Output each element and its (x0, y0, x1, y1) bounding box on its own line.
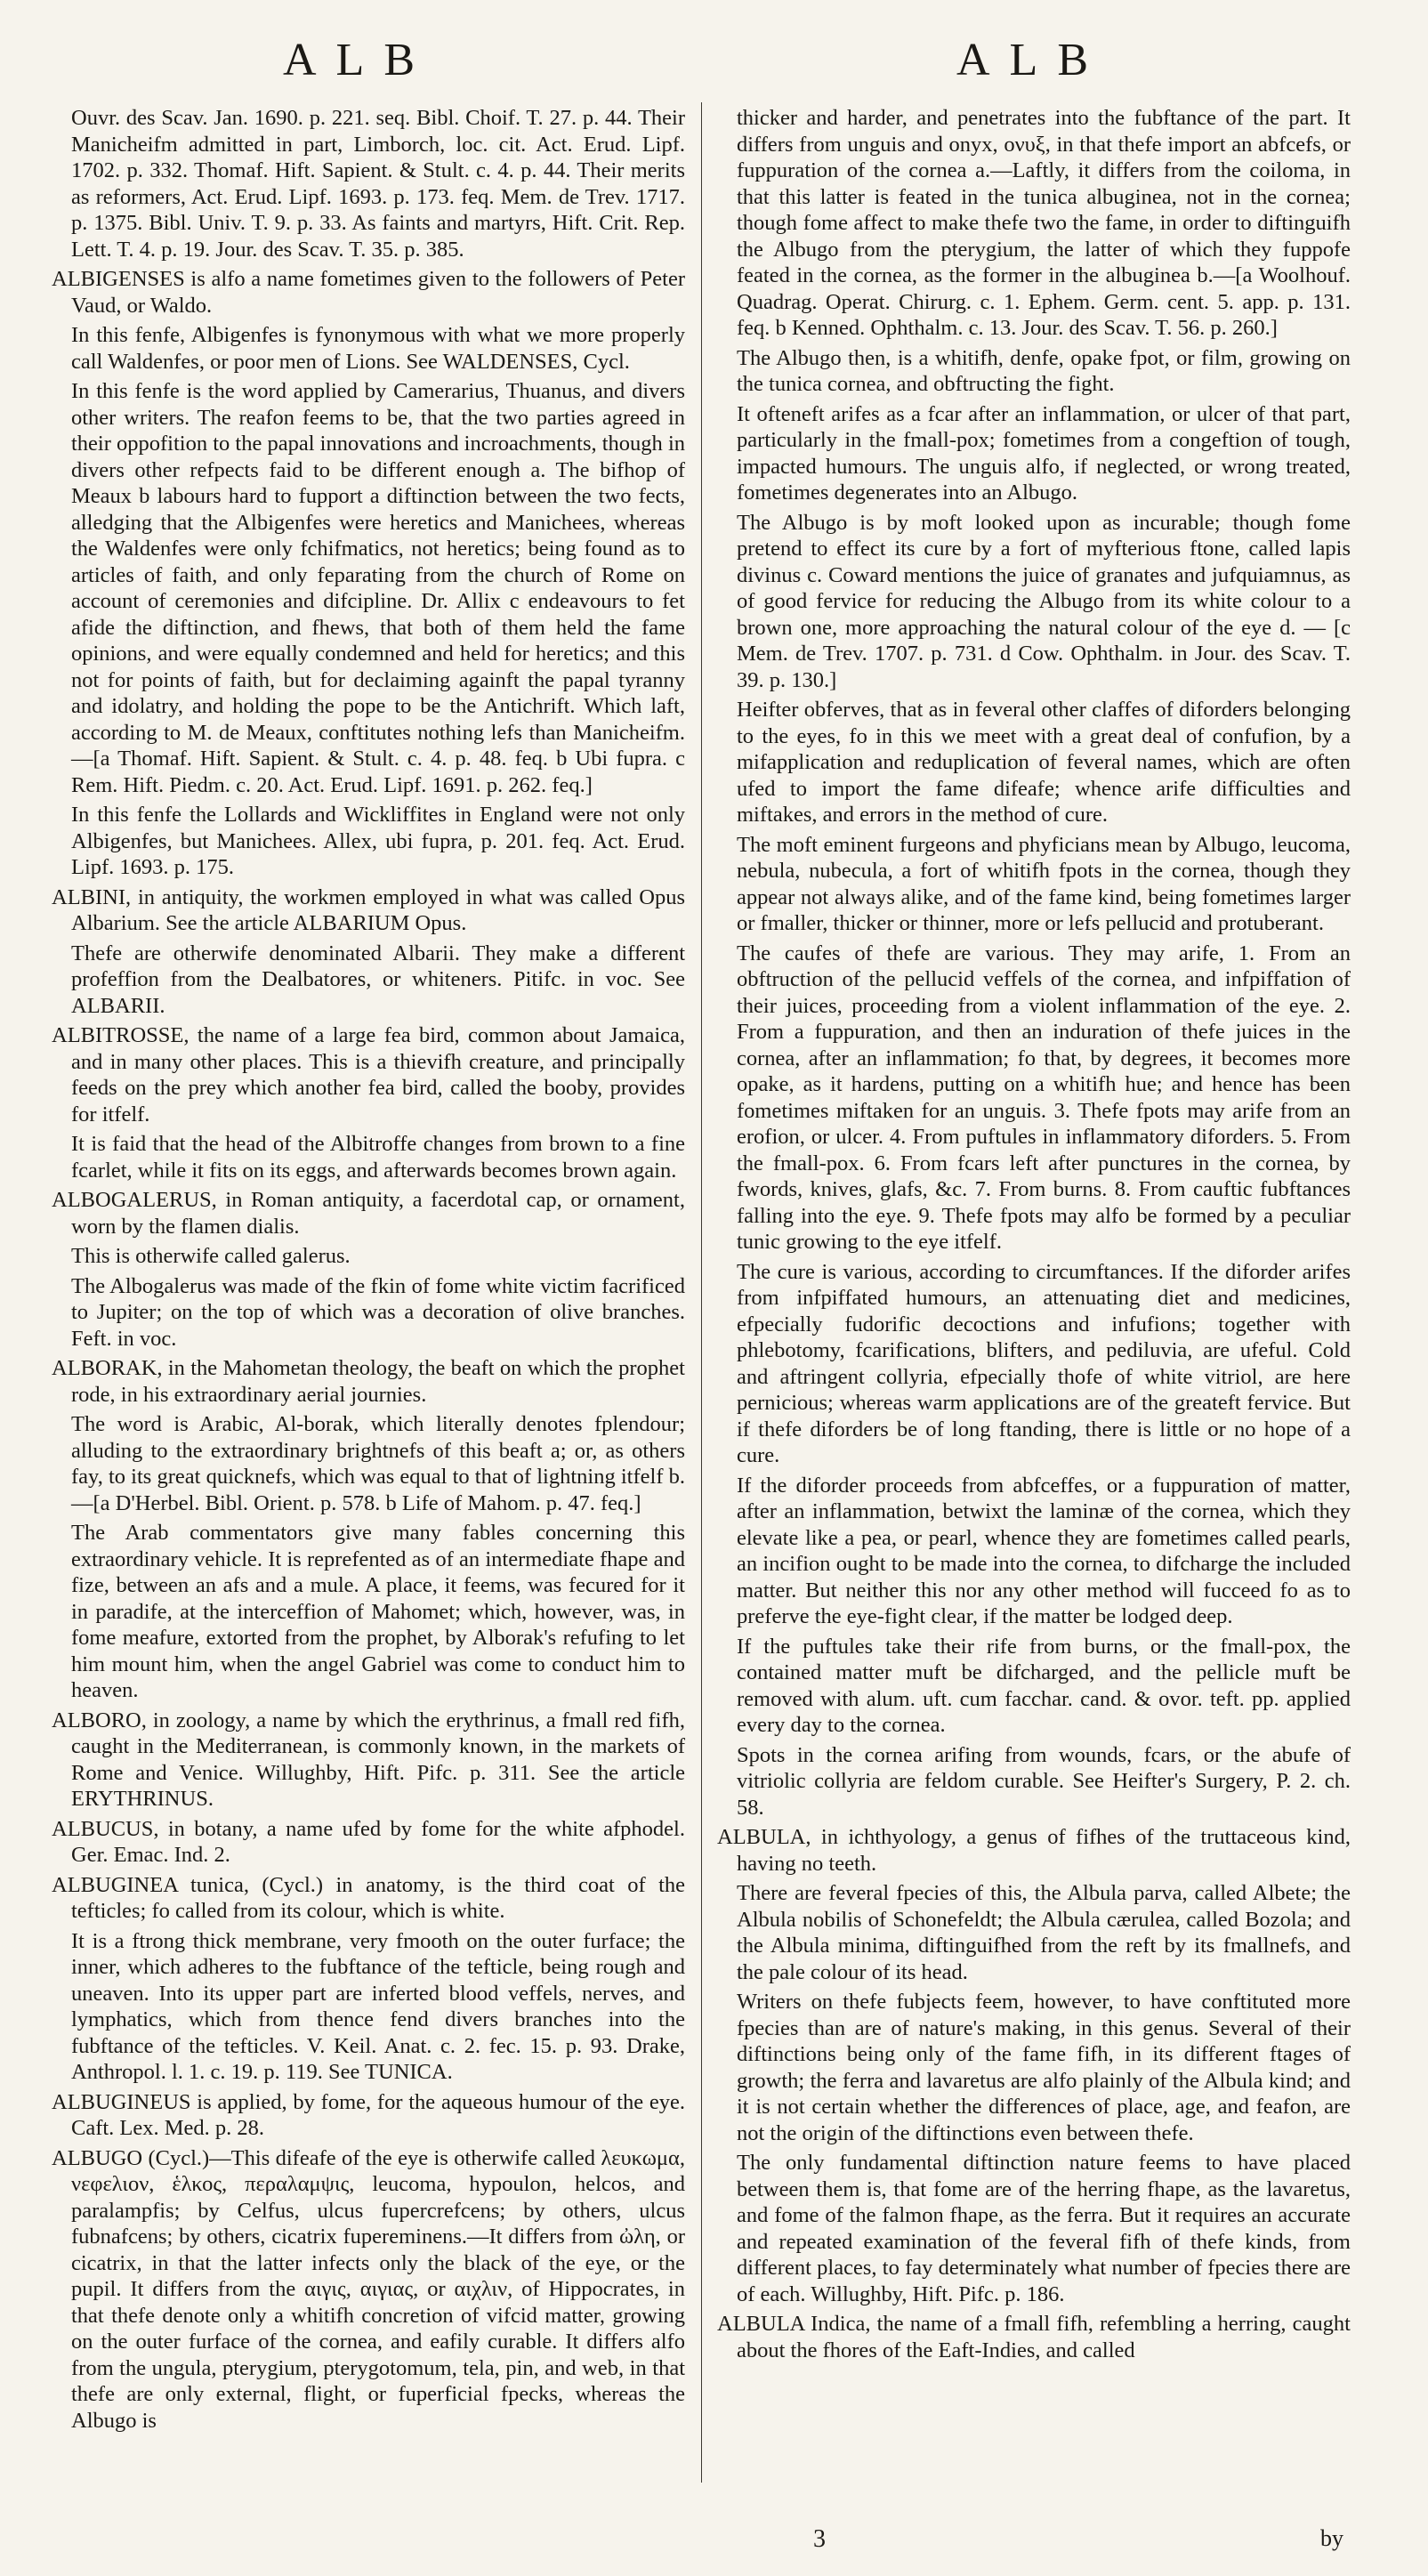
entry-paragraph: ALBOGALERUS, in Roman antiquity, a facerdotal cap, or ornament, worn by the flamen dialis. (52, 1188, 685, 1239)
entry-paragraph: ALBITROSSE, the name of a large fea bird, common about Jamaica, and in many other places. This is a thievifh creature, and principally feeds on the prey which another fea bird, called the booby, provides for itfelf. (52, 1023, 685, 1126)
entry-paragraph: ALBUGO (Cycl.)—This difeafe of the eye is otherwife called λευκωμα, νεφελιον, ἑλκος, περαλαμψις, leucoma, hypoulon, helcos, and paralampfis; by Celfus, ulcus fupercrefcens; by others, ulcus fubnafcens; by others, cicatrix fupereminens.—It differs from ὠλη, or cicatrix, in that the latter infects only the black of the eye, or the pupil. It differs from the αιγις, αιγιας, or αιχλιν, of Hippocrates, in that thefe denote only a whitifh concretion of vifcid matter, growing on the outer furface of the cornea, and eafily curable. It differs alfo from the ungula, pterygium, pterygotomum, tela, pin, and web, in that thefe are only external, flight, or fuperficial fpecks, whereas the Albugo is (52, 2145, 685, 2433)
paragraph: The only fundamental diftinction nature feems to have placed between them is, that fome are of the herring fhape, as the lavaretus, and fome of the falmon fhape, as the ferra. But it requires an accurate and repeated examination of the feveral fifh of thefe kinds, from different places, to fay determinately what number of fpecies there are of each. Willughby, Hift. Pifc. p. 186. (737, 2151, 1351, 2306)
paragraph: In this fenfe the Lollards and Wickliffites in England were not only Albigenfes, but Manichees. Allex, ubi fupra, p. 201. feq. Act. Erud. Lipf. 1693. p. 175. (71, 803, 685, 879)
page-number: 3 (813, 2525, 826, 2553)
entry-paragraph: ALBULA Indica, the name of a fmall fifh, refembling a herring, caught about the fhores of the Eaft-Indies, and called (717, 2312, 1351, 2362)
entry-paragraph: ALBORAK, in the Mahometan theology, the beaft on which the prophet rode, in his extraordinary aerial journies. (52, 1356, 685, 1407)
paragraph: If the puftules take their rife from burns, or the fmall-pox, the contained matter muft be difcharged, and the pellicle muft be removed with alum. uft. cum facchar. cand. & ovor. teft. pp. applied every day to the cornea. (737, 1634, 1351, 1737)
paragraph: In this fenfe is the word applied by Camerarius, Thuanus, and divers other writers. The reafon feems to be, that the two parties agreed in their oppofition to the papal innovations and incroachments, though in divers other refpects faid to be different enough a. The bifhop of Meaux b labours hard to fupport a diftinction between the two fects, alledging that the Albigenfes were heretics and Manichees, whereas the Waldenfes were only fchifmatics, not heretics; being found as to articles of faith, and only feparating from the church of Rome on account of ceremonies and difcipline. Dr. Allix c endeavours to fet afide the diftinction, and fhews, that both of them held the fame opinions, and were equally condemned and held for heretics; and this not for points of faith, but for declaiming againft the papal tyranny and idolatry, and holding the pope to be the Antichrift. Which laft, according to M. de Meaux, conftitutes nothing lefs than Manicheifm. —[a Thomaf. Hift. Sapient. & Stult. c. 4. p. 48. feq. b Ubi fupra. c Rem. Hift. Piedm. c. 20. Act. Erud. Lipf. 1691. p. 262. feq.] (71, 379, 685, 797)
paragraph: There are feveral fpecies of this, the Albula parva, called Albete; the Albula nobilis of Schonefeldt; the Albula cærulea, called Bozola; and the Albula minima, diftinguifhed from the reft by its fmallnefs, and the pale colour of its head. (737, 1881, 1351, 1984)
paragraph: Spots in the cornea arifing from wounds, fcars, or the abufe of vitriolic collyria are feldom curable. See Heifter's Surgery, P. 2. ch. 58. (737, 1742, 1351, 1820)
paragraph: The caufes of thefe are various. They may arife, 1. From an obftruction of the pellucid veffels of the cornea, and infpiffation of their juices, proceeding from a violent inflammation of the eye. 2. From a fuppuration, and then an induration of thefe juices in the cornea, after an inflammation; fo that, by degrees, it becomes more opake, as it hardens, putting on a whitifh hue; and hence has been fometimes miftaken for an unguis. 3. Thefe fpots may arife from an erofion, or ulcer. 4. From puftules in inflammatory diforders. 5. From the fmall-pox. 6. From fcars left after punctures in the cornea, by fwords, knives, glafs, &c. 7. From burns. 8. From cauftic fubftances falling into the eye. 9. Thefe fpots may alfo be formed by a peculiar tunic growing to the eye itfelf. (737, 941, 1351, 1254)
column-divider (701, 102, 702, 2483)
paragraph: Thefe are otherwife denominated Albarii. They make a different profeffion from the Dealbatores, or whiteners. Pitifc. in voc. See ALBARII. (71, 941, 685, 1018)
paragraph: Heifter obferves, that as in feveral other claffes of diforders belonging to the eyes, fo in this we meet with a great deal of confufion, by a mifapplication and reduplication of feveral names, which are often ufed to import the fame difeafe; whence arife difficulties and miftakes, and errors in the method of cure. (737, 698, 1351, 827)
paragraph: The Albugo then, is a whitifh, denfe, opake fpot, or film, growing on the tunica cornea, and obftructing the fight. (737, 345, 1351, 396)
entry-paragraph: ALBULA, in ichthyology, a genus of fifhes of the truttaceous kind, having no teeth. (717, 1825, 1351, 1876)
entry-paragraph: ALBUGINEA tunica, (Cycl.) in anatomy, is the third coat of the tefticles; fo called from its colour, which is white. (52, 1872, 685, 1923)
paragraph: This is otherwife called galerus. (71, 1244, 351, 1268)
paragraph: The Albugo is by moft looked upon as incurable; though fome pretend to effect its cure by a fort of myfterious ftone, called lapis divinus c. Coward mentions the juice of granates and jufquiamnus, as of good fervice for reducing the Albugo from its white colour to a brown one, more approaching the natural colour of the eye d. — [c Mem. de Trev. 1707. p. 731. d Cow. Ophthalm. in Jour. des Scav. T. 39. p. 130.] (737, 510, 1351, 692)
paragraph: thicker and harder, and penetrates into the fubftance of the part. It differs from unguis and onyx, ονυξ, in that thefe import an abfcefs, or fuppuration of the cornea a.—Laftly, it differs from the coiloma, in that this latter is feated in the tunica albuginea, not in the cornea; though fome affect to make thefe two the fame, in order to diftinguifh the Albugo from the pterygium, the latter of which they fuppofe feated in the cornea, as the former in the albuginea b.—[a Woolhouf. Quadrag. Operat. Chirurg. c. 1. Ephem. Germ. cent. 5. app. p. 131. feq. b Kenned. Ophthalm. c. 13. Jour. des Scav. T. 56. p. 260.] (737, 106, 1351, 340)
paragraph: The cure is various, according to circumftances. If the diforder arifes from infpiffated humours, an attenuating diet and medicines, efpecially fudorific decoctions and infufions; together with phlebotomy, fcarifications, blifters, and pediluvia, are ufeful. Cold and aftringent collyria, efpecially thofe of white vitriol, are here pernicious; whereas warm applications are of the greateft fervice. But if thefe diforders be of long ftanding, there is little or no hope of a cure. (737, 1259, 1351, 1467)
entry-paragraph: ALBIGENSES is alfo a name fometimes given to the followers of Peter Vaud, or Waldo. (52, 267, 685, 318)
paragraph: The word is Arabic, Al-borak, which literally denotes fplendour; alluding to the extraordinary brightnefs of this beaft a; or, as others fay, to its great quicknefs, which was equal to that of lightning itfelf b.—[a D'Herbel. Bibl. Orient. p. 578. b Life of Mahom. p. 47. feq.] (71, 1412, 685, 1515)
paragraph: In this fenfe, Albigenfes is fynonymous with what we more properly call Waldenfes, or poor men of Lions. See WALDENSES, Cycl. (71, 323, 685, 374)
running-head-right: ALB (956, 35, 1108, 85)
entry-paragraph: ALBORO, in zoology, a name by which the erythrinus, a fmall red fifh, caught in the Mediterranean, is commonly known, in the markets of Rome and Venice. Willughby, Hift. Pifc. p. 311. See the article ERYTHRINUS. (52, 1708, 685, 1811)
paragraph: It is a ftrong thick membrane, very fmooth on the outer furface; the inner, which adheres to the fubftance of the tefticle, being rough and uneaven. Into its upper part are inferted blood veffels, nerves, and lymphatics, which from thence fend divers branches into the fubftance of the tefticles. V. Keil. Anat. c. 2. fec. 15. p. 93. Drake, Anthropol. l. 1. c. 19. p. 119. See TUNICA. (71, 1928, 685, 2084)
right-column (717, 105, 1351, 2367)
paragraph: Ouvr. des Scav. Jan. 1690. p. 221. seq. Bibl. Choif. T. 27. p. 44. Their Manicheifm admitted in part, Limborch, loc. cit. Act. Erud. Lipf. 1702. p. 332. Thomaf. Hift. Sapient. & Stult. c. 4. p. 44. Their merits as reformers, Act. Erud. Lipf. 1693. p. 173. feq. Mem. de Trev. 1717. p. 1375. Bibl. Univ. T. 9. p. 33. As faints and martyrs, Hift. Crit. Rep. Lett. T. 4. p. 19. Jour. des Scav. T. 35. p. 385. (71, 106, 685, 262)
paragraph: If the diforder proceeds from abfceffes, or a fuppuration of matter, after an inflammation, betwixt the laminæ of the cornea, which they elevate like a pea, or pearl, whence they are fometimes called pearls, an incifion ought to be made into the cornea, to difcharge the included matter. But neither this nor any other method will fucceed fo as to preferve the eye-fight clear, if the matter be lodged deep. (737, 1473, 1351, 1628)
paragraph: The Arab commentators give many fables concerning this extraordinary vehicle. It is reprefented as of an intermediate fhape and fize, between an afs and a mule. A place, it feems, was fecured for it in paradife, at the interceffion of Mahomet; which, however, was, in fome meafure, extorted from the prophet, by Alborak's refufing to let him mount him, when the angel Gabriel was come to conduct him to heaven. (71, 1521, 685, 1702)
paragraph: Writers on thefe fubjects feem, however, to have conftituted more fpecies than are of nature's making, in this genus. Several of their diftinctions being only of the fame fifh, in its different ftages of growth; the ferra and lavaretus are alfo plainly of the Albula kind; and it is not certain whether the differences of place, age, and feafon, are not the origin of the diftinctions even between thefe. (737, 1990, 1351, 2145)
paragraph: The moft eminent furgeons and phyficians mean by Albugo, leucoma, nebula, nubecula, a fort of whitifh fpots in the cornea, though they appear not always alike, and of the fame kind, being fometimes larger or fmaller, thicker or thinner, more or lefs pellucid and protuberant. (737, 832, 1351, 935)
entry-paragraph: ALBUCUS, in botany, a name ufed by fome for the white afphodel. Ger. Emac. Ind. 2. (52, 1816, 685, 1867)
running-head-left: ALB (283, 35, 434, 85)
paragraph: It ofteneft arifes as a fcar after an inflammation, or ulcer of that part, particularly in the fmall-pox; fometimes from a congeftion of tough, impacted humours. The unguis alfo, if neglected, or wrong treated, fometimes degenerates into an Albugo. (737, 401, 1351, 505)
catchword: by (1320, 2525, 1343, 2551)
left-column (52, 105, 685, 2437)
paragraph: It is faid that the head of the Albitroffe changes from brown to a fine fcarlet, while it fits on its eggs, and afterwards becomes brown again. (71, 1132, 685, 1183)
entry-paragraph: ALBUGINEUS is applied, by fome, for the aqueous humour of the eye. Caft. Lex. Med. p. 28. (52, 2089, 685, 2140)
entry-paragraph: ALBINI, in antiquity, the workmen employed in what was called Opus Albarium. See the article ALBARIUM Opus. (52, 884, 685, 935)
paragraph: The Albogalerus was made of the fkin of fome white victim facrificed to Jupiter; on the top of which was a decoration of olive branches. Feft. in voc. (71, 1273, 685, 1351)
